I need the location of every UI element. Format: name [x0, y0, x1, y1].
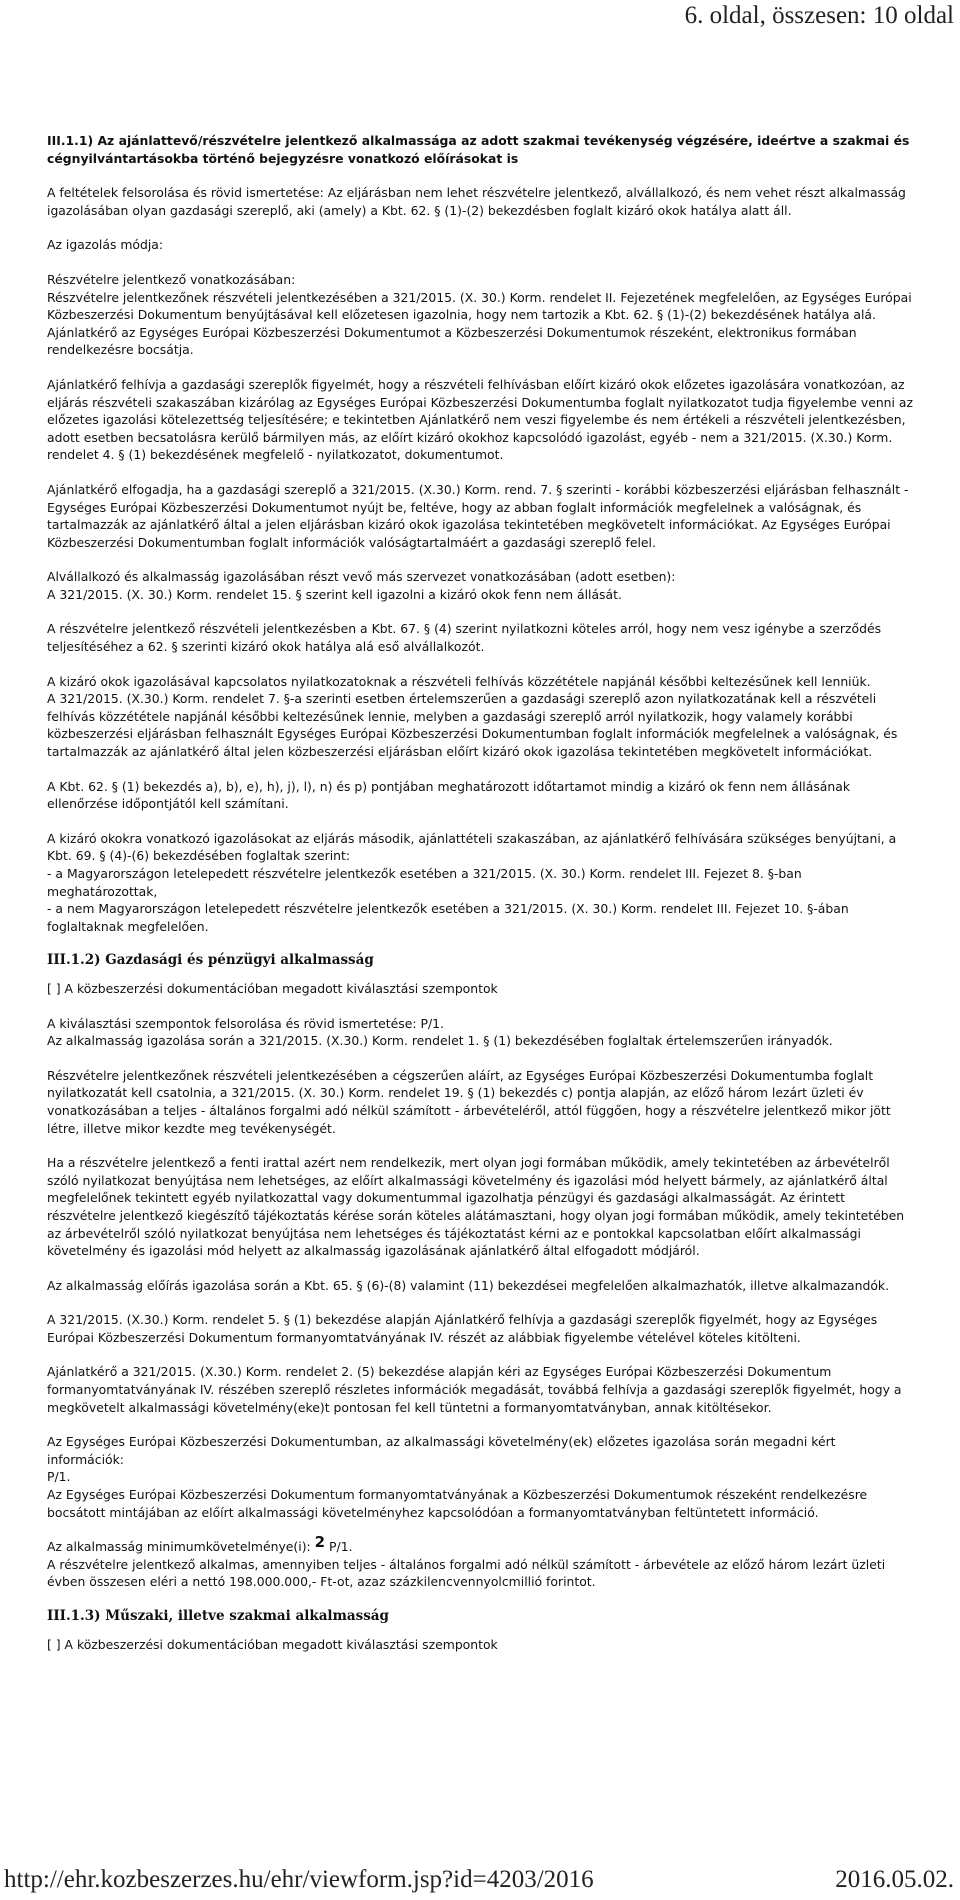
- paragraph: A 321/2015. (X. 30.) Korm. rendelet 15. § szerint kell igazolni a kizáró okok fenn nem állását.: [47, 586, 622, 602]
- document-body: [47, 132, 915, 1670]
- min-requirement-value: P/1.: [329, 1539, 353, 1555]
- paragraph: A 321/2015. (X.30.) Korm. rendelet 7. §-a szerinti esetben értelemszerűen a gazdasági szereplő azon nyilatkozatának kell a részvételi felhívás közzététele napjánál későbbi keltezésűnek lennie, melyben a gazdasági szereplő arról nyilatkozik, hogy valamely korábbi közbeszerzési eljárásban felhasznált Egységes Európai Közbeszerzési Dokumentumban foglalt információk megfelelnek a valóságnak, és tartalmazzák az ajánlatkérő által jelen közbeszerzési eljárásban előírt kizáró okok igazolása tekintetében megkövetelt információkat.: [47, 691, 898, 760]
- min-requirement-label: Az alkalmasság minimumkövetelménye(i):: [47, 1539, 311, 1555]
- paragraph: A kiválasztási szempontok felsorolása és rövid ismertetése: P/1.: [47, 1015, 444, 1031]
- paragraph: Az Egységes Európai Közbeszerzési Dokumentum formanyomtatványának a Közbeszerzési Dokumentumok részeként rendelkezésre bocsátott mintájában az előírt alkalmassági követelményhez kapcsolódóan a formanyomtatványban feltüntetett információ.: [47, 1487, 868, 1520]
- paragraph: A részvételre jelentkező részvételi jelentkezésben a Kbt. 67. § (4) szerint nyilatkozni köteles arról, hogy nem vesz igénybe a szerződés teljesítéséhez a 62. § szerinti kizáró okok hatálya alá eső alvállalkozót.: [47, 621, 882, 655]
- paragraph: Az Egységes Európai Közbeszerzési Dokumentumban, az alkalmassági követelmény(ek) előzetes igazolása során megadni kért információk:: [47, 1434, 836, 1467]
- paragraph: A kizáró okok igazolásával kapcsolatos nyilatkozatoknak a részvételi felhívás közzététele napjánál későbbi keltezésűnek kell lenniük.: [47, 673, 871, 689]
- paragraph: Az alkalmasság előírás igazolása során a Kbt. 65. § (6)-(8) valamint (11) bekezdései megfelelően alkalmazhatók, illetve alkalmazandók.: [47, 1277, 890, 1293]
- paragraph: Alvállalkozó és alkalmasság igazolásában részt vevő más szervezet vonatkozásában (adott esetben):: [47, 569, 676, 585]
- paragraph: Részvételre jelentkezőnek részvételi jelentkezésében a 321/2015. (X. 30.) Korm. rendelet II. Fejezetének megfelelően, az Egységes Európai Közbeszerzési Dokumentum benyújtásával kell előzetesen igazolnia, hogy nem tartozik a Kbt. 62. § (1)-(2) bekezdésének hatálya alá. Ajánlatkérő az Egységes Európai Közbeszerzési Dokumentumot a Közbeszerzési Dokumentumok részeként, elektronikus formában rendelkezésre bocsátja.: [47, 289, 912, 358]
- section-313-heading: [47, 1608, 915, 1626]
- paragraph: Ajánlatkérő felhívja a gazdasági szereplők figyelmét, hogy a részvételi felhívásban előírt kizáró okok előzetes igazolására vonatkozóan, az eljárás részvételi szakaszában kizárólag az Egységes Európai Közbeszerzési Dokumentumba foglalt nyilatkozatot tudja figyelembe venni az előzetes igazolási kötelezettség teljesítésére; e tekintetben Ajánlatkérő nem veszi figyelembe és nem értékeli a részvételi jelentkezésben, adott esetben becsatolásra kerülő bármilyen más, az előírt kizáró okokhoz kapcsolódó igazolást, egyéb - nem a 321/2015. (X.30.) Korm. rendelet 4. § (1) bekezdésének megfelelő - nyilatkozatot, dokumentumot.: [47, 376, 913, 463]
- footnote-mark: 2: [314, 1533, 326, 1552]
- paragraph: Részvételre jelentkezőnek részvételi jelentkezésében a cégszerűen aláírt, az Egységes Európai Közbeszerzési Dokumentumba foglalt nyilatkozatát kell csatolnia, a 321/2015. (X. 30.) Korm. rendelet 19. § (1) bekezdés c) pontja alapján, az előző három lezárt üzleti év vonatkozásában a teljes - általános forgalmi adó nélkül számított - árbevételéről, attól függően, hogy a részvételre jelentkező mikor jött létre, illetve mikor kezdte meg tevékenységét.: [47, 1067, 891, 1136]
- section-312-heading: [47, 952, 915, 970]
- paragraph: A kizáró okokra vonatkozó igazolásokat az eljárás második, ajánlattételi szakaszában, az ajánlatkérő felhívására szükséges benyújtani, a Kbt. 69. § (4)-(6) bekezdésében foglaltak szerint:: [47, 830, 897, 864]
- paragraph: Részvételre jelentkező vonatkozásában:: [47, 271, 296, 287]
- paragraph: Ha a részvételre jelentkező a fenti irattal azért nem rendelkezik, mert olyan jogi formában működik, amely tekintetében az árbevételről szóló nyilatkozat benyújtása nem lehetséges, az előírt alkalmassági követelmény és igazolási mód helyett bármely, az ajánlatkérő által megfelelőnek tekintett egyéb nyilatkozattal vagy dokumentummal igazolhatja pénzügyi és gazdasági alkalmasságát. Az érintett részvételre jelentkező kiegészítő tájékoztatás kérése során köteles alátámasztani, hogy olyan jogi formában működik, amely tekintetében az árbevételről szóló nyilatkozat benyújtása nem lehetséges és tájékoztatást kérni az e pontokkal kapcsolatban előírt alkalmassági követelmény és igazolási mód helyett az alkalmasság igazolásának ajánlatkérő által elfogadott módjáról.: [47, 1155, 905, 1259]
- paragraph: Az igazolás módja:: [47, 237, 164, 253]
- paragraph: A 321/2015. (X.30.) Korm. rendelet 5. § (1) bekezdése alapján Ajánlatkérő felhívja a gazdasági szereplők figyelmét, hogy az Egységes Európai Közbeszerzési Dokumentum formanyomtatványának IV. részét az alábbiak figyelembe vételével köteles kitölteni.: [47, 1312, 878, 1345]
- paragraph: P/1.: [47, 1469, 71, 1485]
- paragraph: Ajánlatkérő elfogadja, ha a gazdasági szereplő a 321/2015. (X.30.) Korm. rend. 7. § szerinti - korábbi közbeszerzési eljárásban felhasznált - Egységes Európai Közbeszerzési Dokumentumot nyújt be, feltéve, hogy az abban foglalt információk megfelelnek a valóságnak, és tartalmazzák az ajánlatkérő által a jelen eljárásban kizáró okok igazolása tekintetében megkövetelt információkat. Az Egységes Európai Közbeszerzési Dokumentumban foglalt információk valóságtartalmáért a gazdasági szereplő felel.: [47, 481, 909, 550]
- section-311-title: III.1.1) Az ajánlattevő/részvételre jelentkező alkalmassága az adott szakmai tevékenység végzésére, ideértve a szakmai és cégnyilvántartásokba történő bejegyzésre vonatkozó előírásokat is: [47, 133, 910, 166]
- paragraph: Az alkalmasság igazolása során a 321/2015. (X.30.) Korm. rendelet 1. § (1) bekezdésében foglaltak értelemszerűen irányadók.: [47, 1033, 833, 1049]
- paragraph: A feltételek felsorolása és rövid ismertetése: Az eljárásban nem lehet részvételre jelentkező, alvállalkozó, és nem vehet részt alkalmasság igazolásában olyan gazdasági szereplő, aki (amely) a Kbt. 62. § (1)-(2) bekezdésben foglalt kizáró okok hatálya alatt áll.: [47, 185, 906, 218]
- paragraph: - a nem Magyarországon letelepedett részvételre jelentkezők esetében a 321/2015. (X. 30.) Korm. rendelet III. Fejezet 10. §-ában foglaltaknak megfelelően.: [47, 901, 849, 934]
- checkbox-line: [ ] A közbeszerzési dokumentációban megadott kiválasztási szempontok: [47, 980, 498, 996]
- paragraph: - a Magyarországon letelepedett részvételre jelentkezők esetében a 321/2015. (X. 30.) Korm. rendelet III. Fejezet 8. §-ban meghatározottak,: [47, 866, 802, 899]
- paragraph: Ajánlatkérő a 321/2015. (X.30.) Korm. rendelet 2. (5) bekezdése alapján kéri az Egységes Európai Közbeszerzési Dokumentum formanyomtatványának IV. részében szereplő részletes információk megadását, továbbá felhívja a gazdasági szereplők figyelmét, hogy a megkövetelt alkalmassági követelmény(eke)t pontosan fel kell tüntetni a formanyomtatványban, annak kitöltésekor.: [47, 1364, 902, 1415]
- footer-url: http://ehr.kozbeszerzes.hu/ehr/viewform.jsp?id=4203/2016: [4, 1866, 594, 1893]
- section-title: Gazdasági és pénzügyi alkalmasság: [105, 952, 374, 969]
- footer-date: 2016.05.02.: [835, 1866, 954, 1893]
- min-requirement-line: [47, 1533, 915, 1556]
- page-indicator: 6. oldal, összesen: 10 oldal: [684, 2, 954, 29]
- section-title: Műszaki, illetve szakmai alkalmasság: [105, 1608, 389, 1624]
- section-number: III.1.2): [47, 952, 101, 969]
- paragraph: A részvételre jelentkező alkalmas, amennyiben teljes - általános forgalmi adó nélkül számított - árbevétele az előző három lezárt üzleti évben összesen eléri a nettó 198.000.000,- Ft-ot, azaz százkilencvennyolcmillió forintot.: [47, 1556, 886, 1590]
- paragraph: A Kbt. 62. § (1) bekezdés a), b), e), h), j), l), n) és p) pontjában meghatározott időtartamot mindig a kizáró ok fenn nem állásának ellenőrzése időpontjától kell számítani.: [47, 778, 850, 812]
- section-number: III.1.3): [47, 1608, 101, 1624]
- checkbox-line: [ ] A közbeszerzési dokumentációban megadott kiválasztási szempontok: [47, 1636, 498, 1652]
